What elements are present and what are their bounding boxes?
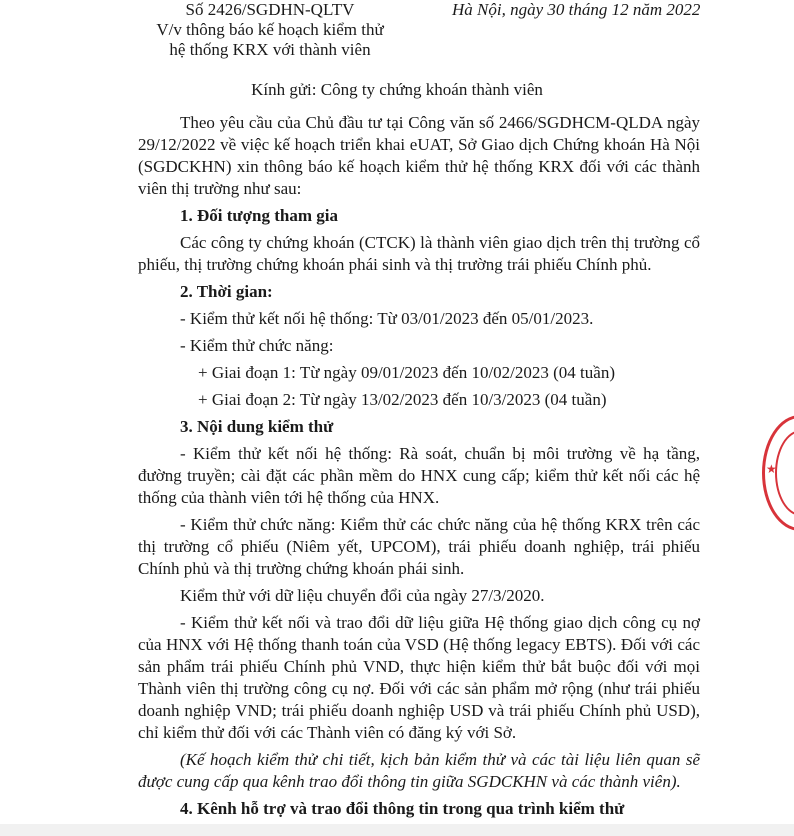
- official-seal-inner-ring: [775, 430, 794, 516]
- intro-paragraph: Theo yêu cầu của Chủ đầu tư tại Công văn số 2466/SGDHCM-QLDA ngày 29/12/2022 về việc kế hoạch triển khai eUAT, Sở Giao dịch Chứng khoán Hà Nội (SGDCKHN) xin thông báo kế hoạch kiểm thử hệ thống KRX đối với các thành viên thị trường như sau:: [138, 113, 700, 198]
- schedule-phase-1: + Giai đoạn 1: Từ ngày 09/01/2023 đến 10/02/2023 (04 tuần): [198, 363, 615, 382]
- document-subject-line-1: V/v thông báo kế hoạch kiểm thử: [156, 20, 384, 39]
- section-3-data-paragraph: Kiểm thử với dữ liệu chuyển đổi của ngày 27/3/2020.: [180, 586, 545, 605]
- section-4-heading: 4. Kênh hỗ trợ và trao đổi thông tin trong qua trình kiểm thử: [180, 799, 625, 818]
- salutation: Kính gửi: Công ty chứng khoán thành viên: [251, 80, 543, 99]
- document-date: Hà Nội, ngày 30 tháng 12 năm 2022: [452, 0, 701, 19]
- section-3-note: (Kế hoạch kiểm thử chi tiết, kịch bản kiểm thử và các tài liệu liên quan sẽ được cung cấp qua kênh trao đổi thông tin giữa SGDCKHN và các thành viên).: [138, 750, 700, 791]
- star-icon: ★: [766, 462, 777, 476]
- document-header-left: [150, 0, 390, 60]
- schedule-connect-test: - Kiểm thử kết nối hệ thống: Từ 03/01/2023 đến 05/01/2023.: [180, 309, 594, 328]
- section-1-heading: 1. Đối tượng tham gia: [180, 206, 338, 225]
- page-bottom-edge: [0, 824, 794, 836]
- document-number: Số 2426/SGDHN-QLTV: [185, 0, 355, 19]
- schedule-phase-2: + Giai đoạn 2: Từ ngày 13/02/2023 đến 10/3/2023 (04 tuần): [198, 390, 607, 409]
- schedule-function-test: - Kiểm thử chức năng:: [180, 336, 334, 355]
- section-1-text: Các công ty chứng khoán (CTCK) là thành viên giao dịch trên thị trường cổ phiếu, thị trường chứng khoán phái sinh và thị trường trái phiếu Chính phủ.: [138, 233, 700, 274]
- section-2-heading: 2. Thời gian:: [180, 282, 273, 301]
- official-seal: [762, 415, 794, 531]
- document-subject-line-2: hệ thống KRX với thành viên: [169, 40, 371, 59]
- section-3-function-paragraph: - Kiểm thử chức năng: Kiểm thử các chức năng của hệ thống KRX trên các thị trường cổ phiếu (Niêm yết, UPCOM), trái phiếu doanh nghiệp, trái phiếu Chính phủ và thị trường chứng khoán phái sinh.: [138, 515, 700, 578]
- section-3-heading: 3. Nội dung kiểm thử: [180, 417, 334, 436]
- document-body: [138, 112, 700, 820]
- section-3-exchange-paragraph: - Kiểm thử kết nối và trao đổi dữ liệu giữa Hệ thống giao dịch công cụ nợ của HNX với Hệ thống thanh toán của VSD (Hệ thống legacy EBTS). Đối với các sản phẩm trái phiếu Chính phủ VND, thực hiện kiểm thử bắt buộc đối với mọi Thành viên thị trường công cụ nợ. Đối với các sản phẩm mở rộng (như trái phiếu doanh nghiệp VND; trái phiếu doanh nghiệp USD và trái phiếu Chính phủ USD), chỉ kiểm thử đối với các Thành viên có đăng ký với Sở.: [138, 613, 700, 742]
- section-3-connect-paragraph: - Kiểm thử kết nối hệ thống: Rà soát, chuẩn bị môi trường về hạ tầng, đường truyền; cài đặt các phần mềm do HNX cung cấp; kiểm thử kết nối các hệ thống của thành viên tới hệ thống của HNX.: [138, 444, 700, 507]
